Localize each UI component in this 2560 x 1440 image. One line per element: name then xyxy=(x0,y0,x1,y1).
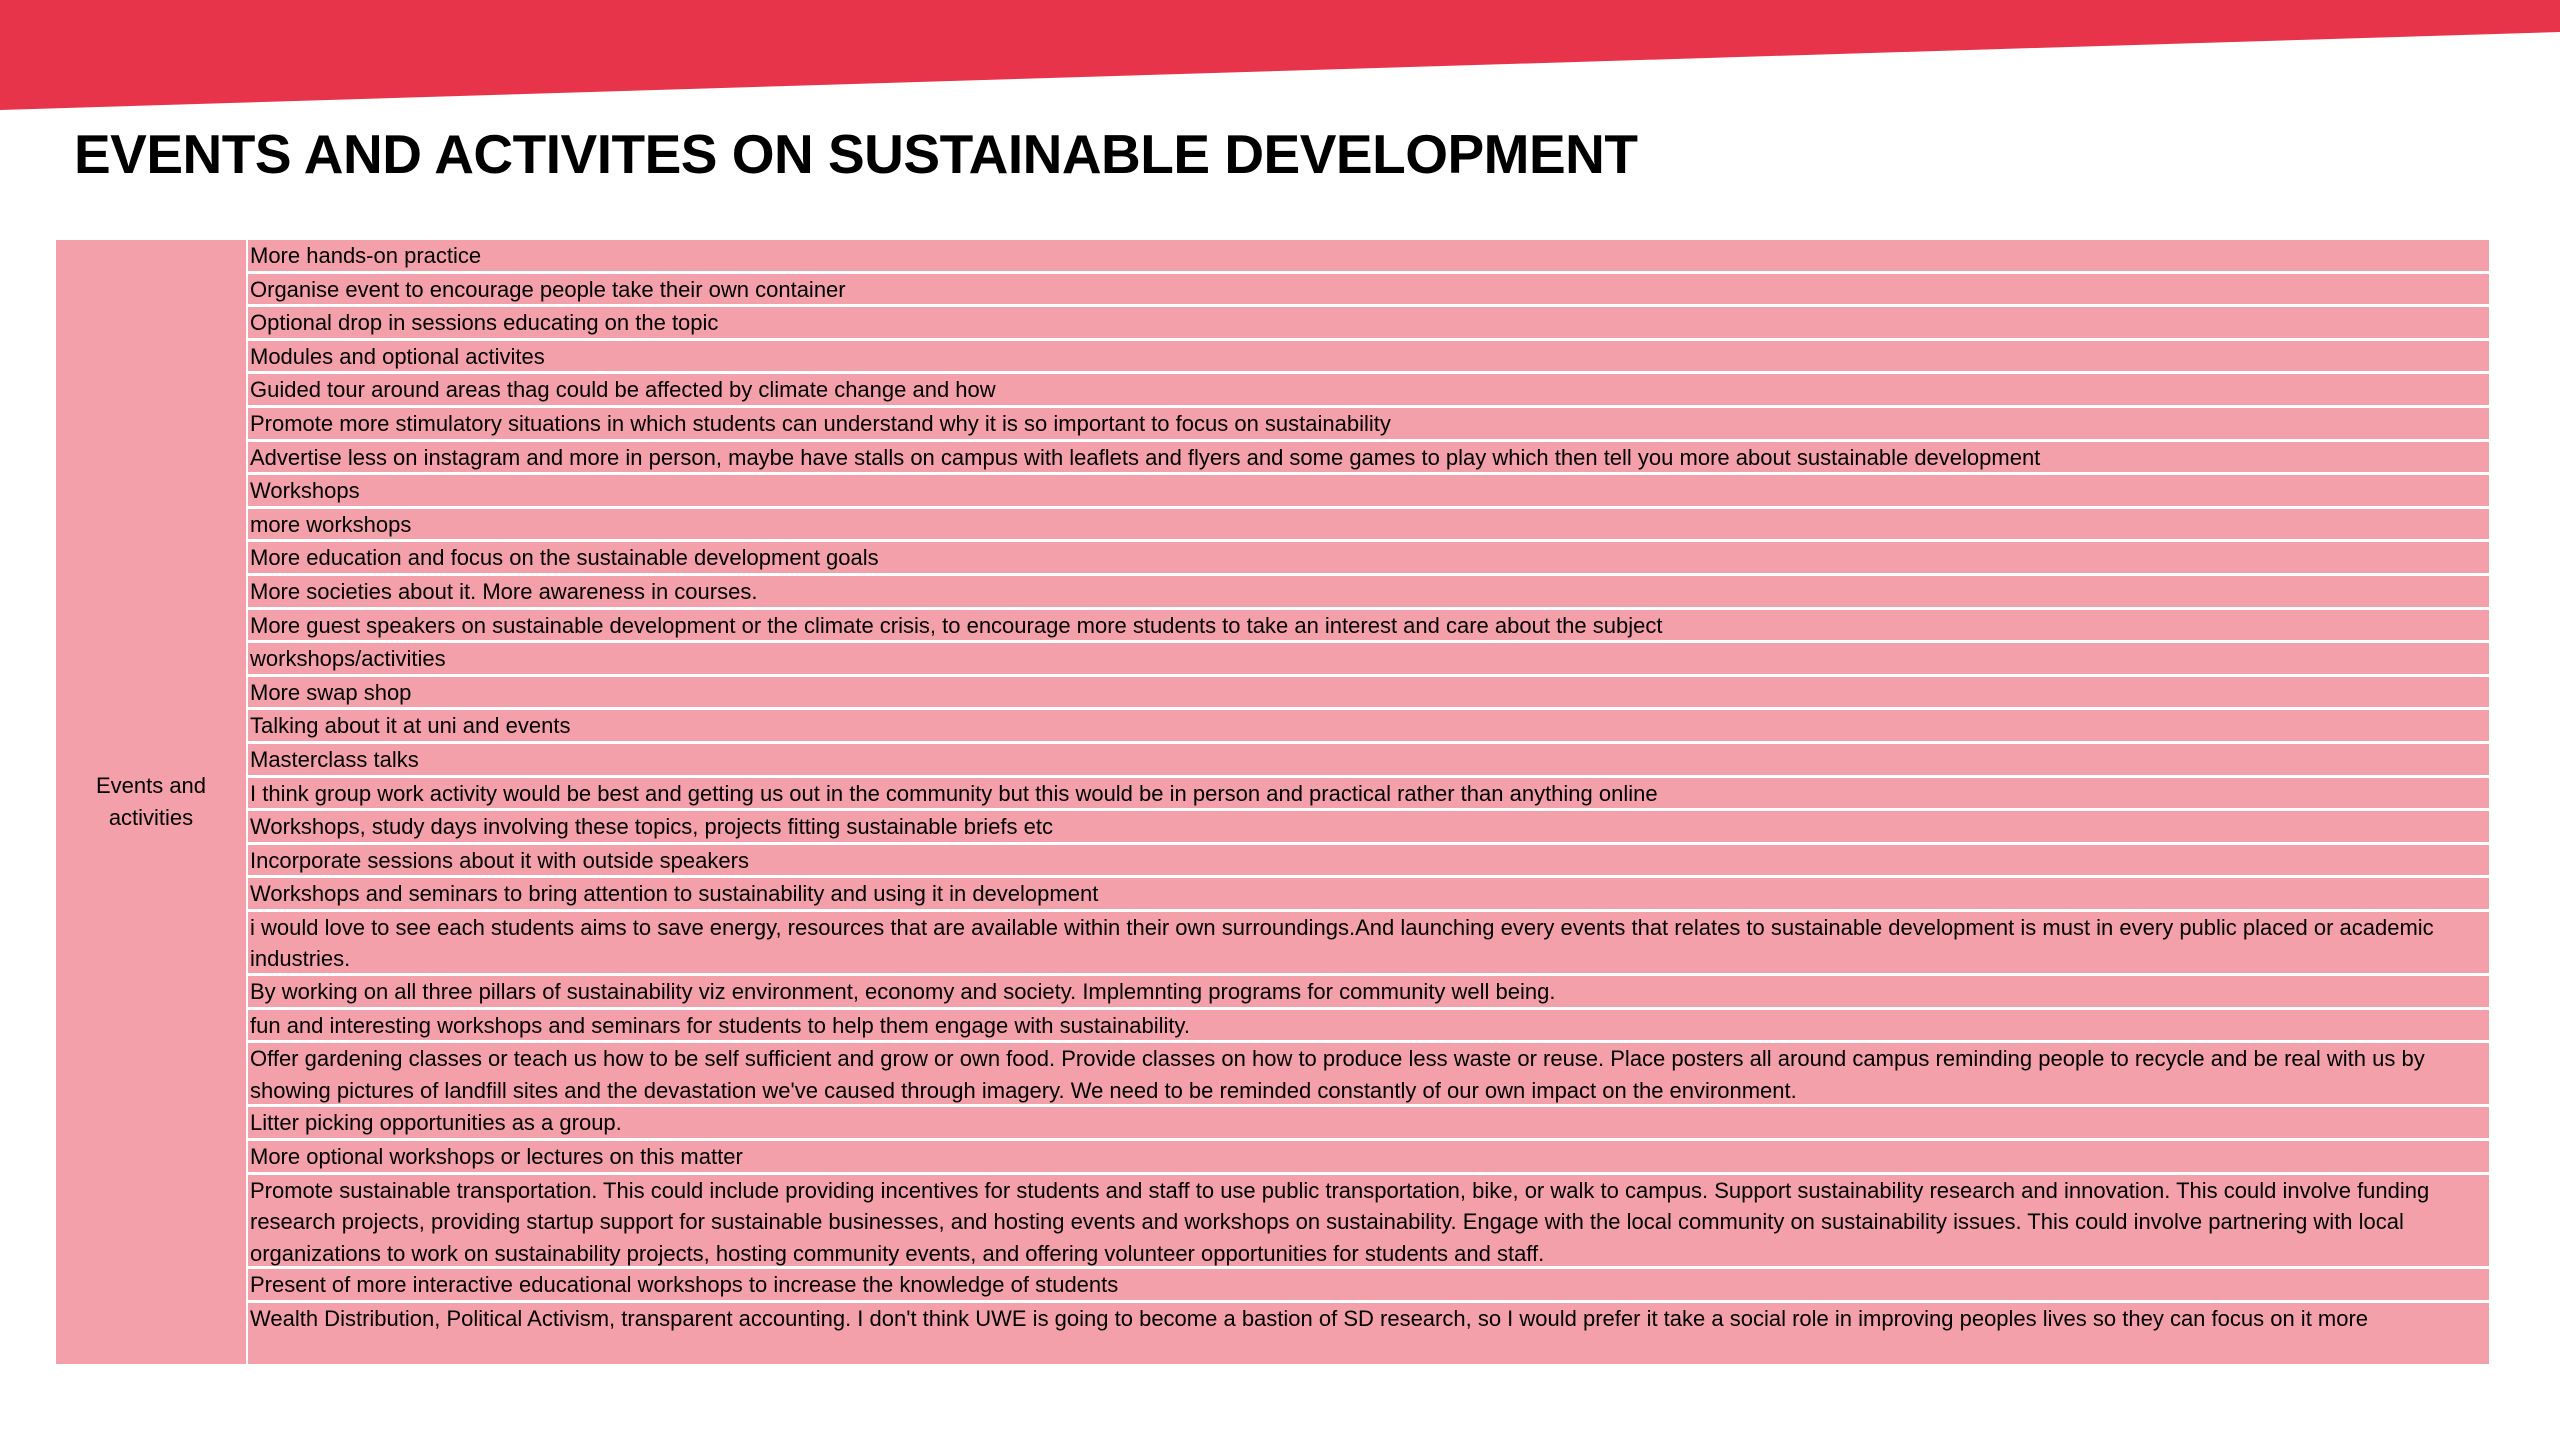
category-cell: Events and activities xyxy=(56,240,246,1364)
response-row: Workshops and seminars to bring attention to sustainability and using it in development xyxy=(248,878,2489,912)
response-row: More hands-on practice xyxy=(248,240,2489,274)
banner-shape xyxy=(0,0,2560,112)
response-row: More swap shop xyxy=(248,677,2489,711)
response-row: Organise event to encourage people take their own container xyxy=(248,274,2489,308)
feedback-table xyxy=(56,240,2489,1364)
response-row: Offer gardening classes or teach us how to be self sufficient and grow or own food. Provide classes on how to produce less waste or reuse. Place posters all around campus reminding people to recycle and be real with us by showing pictures of landfill sites and the devastation we've caused through imagery. We need to be reminded constantly of our own impact on the environment. xyxy=(248,1043,2489,1107)
response-row: workshops/activities xyxy=(248,643,2489,677)
response-list xyxy=(246,240,2489,1364)
response-row: Present of more interactive educational workshops to increase the knowledge of students xyxy=(248,1269,2489,1303)
page-title: EVENTS AND ACTIVITES ON SUSTAINABLE DEVELOPMENT xyxy=(74,123,1638,185)
response-row: Talking about it at uni and events xyxy=(248,710,2489,744)
response-row: Workshops, study days involving these topics, projects fitting sustainable briefs etc xyxy=(248,811,2489,845)
response-row: i would love to see each students aims to save energy, resources that are available within their own surroundings.And launching every events that relates to sustainable development is must in every public placed or academic industries. xyxy=(248,912,2489,976)
response-row: Masterclass talks xyxy=(248,744,2489,778)
response-row: More societies about it. More awareness in courses. xyxy=(248,576,2489,610)
response-row: Optional drop in sessions educating on the topic xyxy=(248,307,2489,341)
response-row: Guided tour around areas thag could be affected by climate change and how xyxy=(248,374,2489,408)
header-banner xyxy=(0,0,2560,112)
response-row: By working on all three pillars of sustainability viz environment, economy and society. Implemnting programs for community well being. xyxy=(248,976,2489,1010)
response-row: Incorporate sessions about it with outside speakers xyxy=(248,845,2489,879)
response-row: More optional workshops or lectures on this matter xyxy=(248,1141,2489,1175)
response-row: Promote more stimulatory situations in which students can understand why it is so important to focus on sustainability xyxy=(248,408,2489,442)
response-row: Litter picking opportunities as a group. xyxy=(248,1107,2489,1141)
response-row: I think group work activity would be best and getting us out in the community but this would be in person and practical rather than anything online xyxy=(248,778,2489,812)
response-row: More education and focus on the sustainable development goals xyxy=(248,542,2489,576)
response-row: More guest speakers on sustainable development or the climate crisis, to encourage more students to take an interest and care about the subject xyxy=(248,610,2489,644)
response-row: Wealth Distribution, Political Activism, transparent accounting. I don't think UWE is going to become a bastion of SD research, so I would prefer it take a social role in improving peoples lives so they can focus on it more xyxy=(248,1303,2489,1364)
response-row: Promote sustainable transportation. This could include providing incentives for students and staff to use public transportation, bike, or walk to campus. Support sustainability research and innovation. This could involve funding research projects, providing startup support for sustainable businesses, and hosting events and workshops on sustainability. Engage with the local community on sustainability issues. This could involve partnering with local organizations to work on sustainability projects, hosting community events, and offering volunteer opportunities for students and staff. xyxy=(248,1175,2489,1270)
response-row: Modules and optional activites xyxy=(248,341,2489,375)
response-row: more workshops xyxy=(248,509,2489,543)
response-row: Advertise less on instagram and more in person, maybe have stalls on campus with leaflets and flyers and some games to play which then tell you more about sustainable development xyxy=(248,442,2489,476)
response-row: Workshops xyxy=(248,475,2489,509)
response-row: fun and interesting workshops and seminars for students to help them engage with sustainability. xyxy=(248,1010,2489,1044)
